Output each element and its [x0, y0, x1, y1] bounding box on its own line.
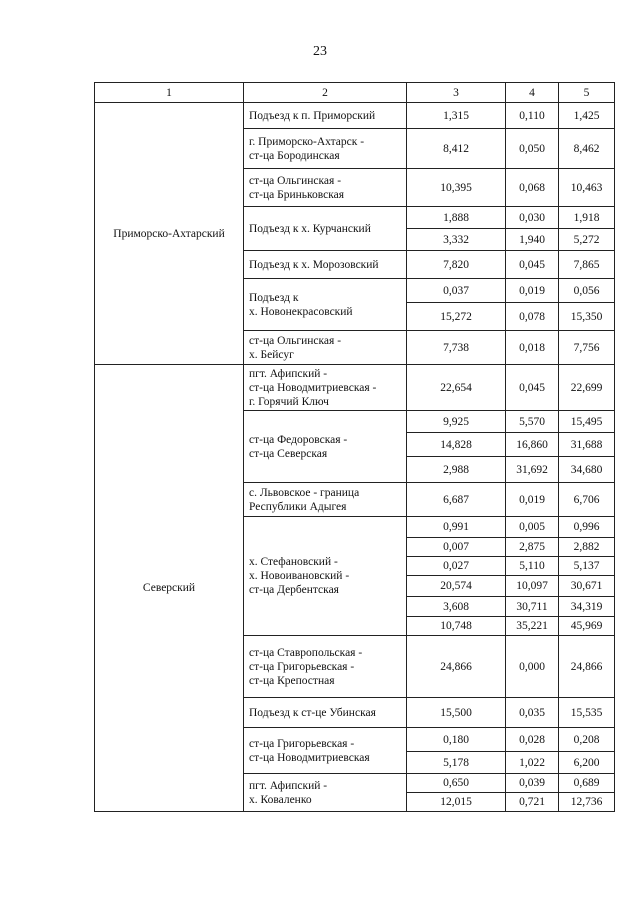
segment-cell: пгт. Афипский - х. Коваленко: [244, 774, 407, 812]
value-cell: 24,866: [559, 636, 615, 698]
value-cell: 35,221: [506, 617, 559, 636]
header-cell: 3: [407, 83, 506, 103]
segment-cell: пгт. Афипский - ст-ца Новодмитриевская - г. Горячий Ключ: [244, 365, 407, 411]
value-cell: 5,110: [506, 557, 559, 576]
value-cell: 22,654: [407, 365, 506, 411]
value-cell: 0,019: [506, 483, 559, 517]
value-cell: 8,412: [407, 129, 506, 169]
page-number: 23: [313, 44, 327, 59]
segment-cell: Подъезд к х. Курчанский: [244, 207, 407, 251]
value-cell: 0,689: [559, 774, 615, 793]
value-cell: 22,699: [559, 365, 615, 411]
segment-cell: ст-ца Ольгинская - х. Бейсуг: [244, 331, 407, 365]
value-cell: 2,988: [407, 457, 506, 483]
value-cell: 0,005: [506, 517, 559, 538]
segment-cell: х. Стефановский - х. Новоивановский - ст-ца Дербентская: [244, 517, 407, 636]
value-cell: 7,820: [407, 251, 506, 279]
value-cell: 1,022: [506, 752, 559, 774]
value-cell: 12,015: [407, 793, 506, 812]
value-cell: 12,736: [559, 793, 615, 812]
value-cell: 14,828: [407, 433, 506, 457]
value-cell: 34,680: [559, 457, 615, 483]
value-cell: 0,035: [506, 698, 559, 728]
district-cell: Приморско-Ахтарский: [95, 103, 244, 365]
value-cell: 7,756: [559, 331, 615, 365]
value-cell: 6,687: [407, 483, 506, 517]
value-cell: 0,000: [506, 636, 559, 698]
segment-cell: ст-ца Григорьевская - ст-ца Новодмитриевская: [244, 728, 407, 774]
value-cell: 31,688: [559, 433, 615, 457]
header-cell: 5: [559, 83, 615, 103]
value-cell: 3,332: [407, 229, 506, 251]
value-cell: 0,110: [506, 103, 559, 129]
header-row: [95, 83, 615, 103]
value-cell: 31,692: [506, 457, 559, 483]
value-cell: 0,045: [506, 251, 559, 279]
value-cell: 0,028: [506, 728, 559, 752]
value-cell: 2,882: [559, 538, 615, 557]
value-cell: 0,045: [506, 365, 559, 411]
segment-cell: г. Приморско-Ахтарск - ст-ца Бородинская: [244, 129, 407, 169]
value-cell: 0,027: [407, 557, 506, 576]
header-cell: 4: [506, 83, 559, 103]
value-cell: 1,888: [407, 207, 506, 229]
value-cell: 0,039: [506, 774, 559, 793]
value-cell: 7,865: [559, 251, 615, 279]
value-cell: 0,007: [407, 538, 506, 557]
value-cell: 30,711: [506, 597, 559, 617]
segment-cell: Подъезд к п. Приморский: [244, 103, 407, 129]
value-cell: 0,208: [559, 728, 615, 752]
value-cell: 15,350: [559, 303, 615, 331]
value-cell: 0,018: [506, 331, 559, 365]
value-cell: 0,996: [559, 517, 615, 538]
value-cell: 20,574: [407, 576, 506, 597]
value-cell: 15,495: [559, 411, 615, 433]
value-cell: 5,137: [559, 557, 615, 576]
header-cell: 1: [95, 83, 244, 103]
value-cell: 1,315: [407, 103, 506, 129]
value-cell: 0,037: [407, 279, 506, 303]
value-cell: 6,200: [559, 752, 615, 774]
value-cell: 24,866: [407, 636, 506, 698]
value-cell: 45,969: [559, 617, 615, 636]
value-cell: 0,721: [506, 793, 559, 812]
value-cell: 16,860: [506, 433, 559, 457]
value-cell: 1,918: [559, 207, 615, 229]
value-cell: 15,500: [407, 698, 506, 728]
segment-cell: Подъезд к х. Морозовский: [244, 251, 407, 279]
segment-cell: ст-ца Федоровская - ст-ца Северская: [244, 411, 407, 483]
segment-cell: ст-ца Ставропольская - ст-ца Григорьевская - ст-ца Крепостная: [244, 636, 407, 698]
road-table: [94, 82, 615, 812]
value-cell: 15,535: [559, 698, 615, 728]
value-cell: 10,748: [407, 617, 506, 636]
value-cell: 0,056: [559, 279, 615, 303]
value-cell: 10,097: [506, 576, 559, 597]
value-cell: 15,272: [407, 303, 506, 331]
segment-cell: Подъезд к х. Новонекрасовский: [244, 279, 407, 331]
table-row: [95, 365, 615, 411]
value-cell: 0,030: [506, 207, 559, 229]
value-cell: 30,671: [559, 576, 615, 597]
value-cell: 0,650: [407, 774, 506, 793]
table-row: [95, 103, 615, 129]
value-cell: 3,608: [407, 597, 506, 617]
value-cell: 1,940: [506, 229, 559, 251]
value-cell: 7,738: [407, 331, 506, 365]
value-cell: 5,570: [506, 411, 559, 433]
value-cell: 2,875: [506, 538, 559, 557]
value-cell: 10,463: [559, 169, 615, 207]
header-cell: 2: [244, 83, 407, 103]
value-cell: 0,050: [506, 129, 559, 169]
value-cell: 5,272: [559, 229, 615, 251]
value-cell: 1,425: [559, 103, 615, 129]
segment-cell: Подъезд к ст-це Убинская: [244, 698, 407, 728]
segment-cell: ст-ца Ольгинская - ст-ца Бриньковская: [244, 169, 407, 207]
value-cell: 34,319: [559, 597, 615, 617]
value-cell: 9,925: [407, 411, 506, 433]
value-cell: 6,706: [559, 483, 615, 517]
value-cell: 10,395: [407, 169, 506, 207]
district-cell: Северский: [95, 365, 244, 812]
value-cell: 0,019: [506, 279, 559, 303]
value-cell: 5,178: [407, 752, 506, 774]
value-cell: 8,462: [559, 129, 615, 169]
value-cell: 0,180: [407, 728, 506, 752]
value-cell: 0,078: [506, 303, 559, 331]
value-cell: 0,991: [407, 517, 506, 538]
segment-cell: с. Львовское - граница Республики Адыгея: [244, 483, 407, 517]
value-cell: 0,068: [506, 169, 559, 207]
